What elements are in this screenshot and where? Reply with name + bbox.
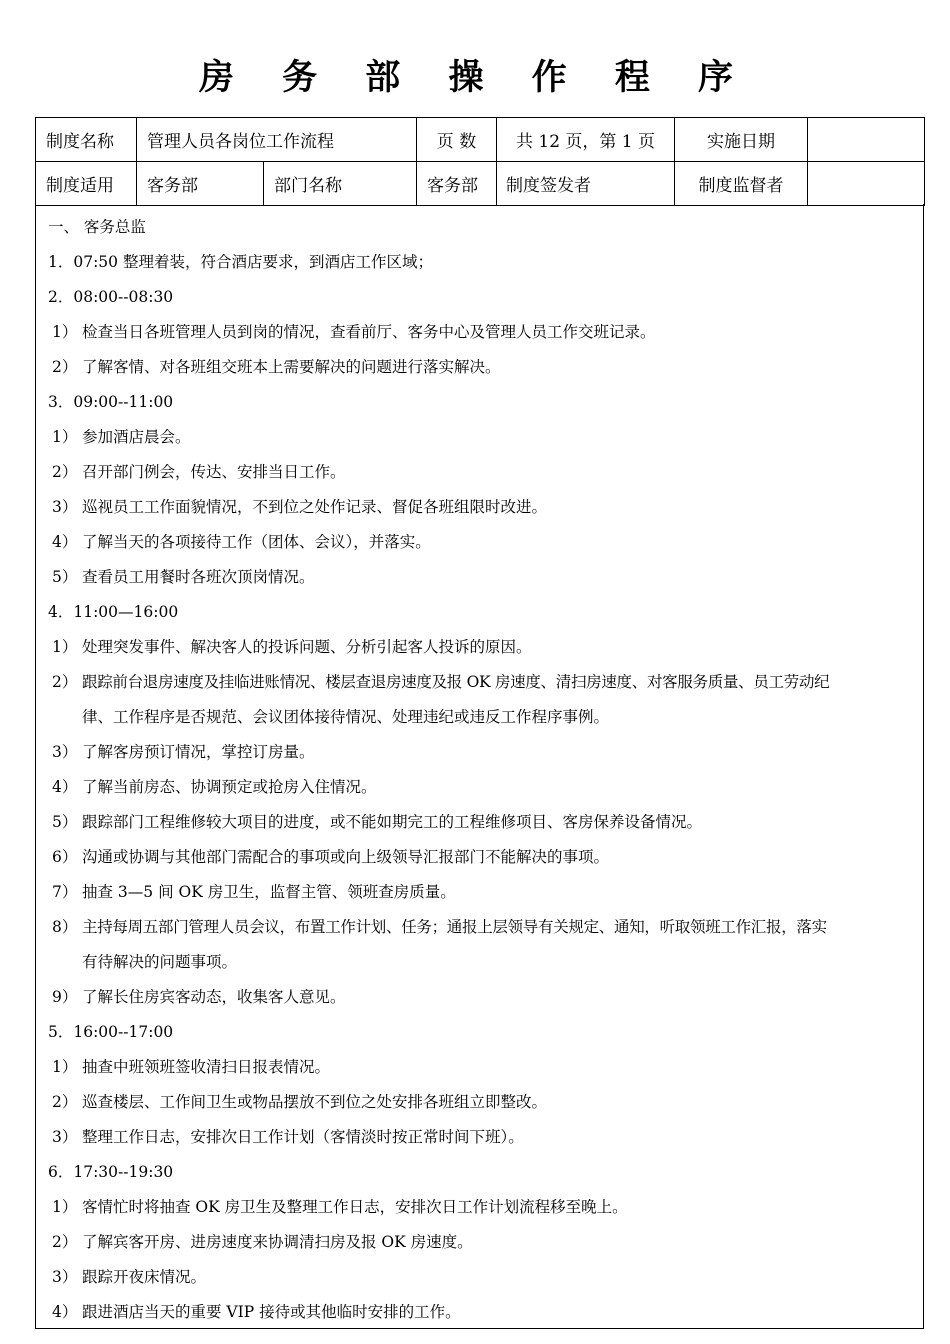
item-text: 了解客情、对各班组交班本上需要解决的问题进行落实解决。 [82,358,501,376]
item-number: 8） [52,918,78,936]
item-text: 巡查楼层、工作间卫生或物品摆放不到位之处安排各班组立即整改。 [82,1093,548,1111]
scope-label: 制度适用 [36,162,137,206]
item-number: 5） [52,568,78,586]
scope-value: 客务部 [137,162,264,206]
item-text: 整理工作日志，安排次日工作计划（客情淡时按正常时间下班）。 [82,1128,524,1146]
pages-label: 页 数 [417,118,497,162]
item-text: 跟踪前台退房速度及挂临进账情况、楼层查退房速度及报 OK 房速度、清扫房速度、对客服务质量、员工劳动纪 [82,673,830,691]
item-number: 2） [52,463,78,481]
item-number: 1） [52,323,78,341]
pages-value: 共 12 页，第 1 页 [497,118,675,162]
item-text: 查看员工用餐时各班次顶岗情况。 [82,568,315,586]
item-text: 了解宾客开房、进房速度来协调清扫房及报 OK 房速度。 [82,1233,473,1251]
item-text: 巡视员工工作面貌情况，不到位之处作记录、督促各班组限时改进。 [82,498,548,516]
item-text: 跟进酒店当天的重要 VIP 接待或其他临时安排的工作。 [82,1303,461,1321]
name-label: 制度名称 [36,118,137,162]
item-text: 跟踪部门工程维修较大项目的进度，或不能如期完工的工程维修项目、客房保养设备情况。 [82,813,703,831]
supervisor-value [808,162,925,206]
item-text-continued: 律、工作程序是否规范、会议团体接待情况、处理违纪或违反工作程序事例。 [82,708,610,726]
step-heading: 5．16:00--17:00 [48,1023,174,1041]
step-heading: 1．07:50 整理着装，符合酒店要求，到酒店工作区域； [48,253,433,271]
item-text: 了解当前房态、协调预定或抢房入住情况。 [82,778,377,796]
item-number: 2） [52,1093,78,1111]
item-text: 了解长住房宾客动态，收集客人意见。 [82,988,346,1006]
item-number: 2） [52,673,78,691]
item-text: 抽查 3—5 间 OK 房卫生，监督主管、领班查房质量。 [82,883,456,901]
item-text: 抽查中班领班签收清扫日报表情况。 [82,1058,331,1076]
item-text: 了解客房预订情况，掌控订房量。 [82,743,315,761]
dept-value: 客务部 [417,162,497,206]
item-number: 7） [52,883,78,901]
item-number: 5） [52,813,78,831]
item-number: 6） [52,848,78,866]
step-heading: 3．09:00--11:00 [48,393,174,411]
header-table [35,117,925,206]
document-title: 房 务 部 操 作 程 序 [198,58,752,98]
issuer-label: 制度签发者 [497,162,675,206]
item-number: 3） [52,743,78,761]
item-text: 主持每周五部门管理人员会议，布置工作计划、任务；通报上层领导有关规定、通知，听取领班工作汇报，落实 [82,918,827,936]
item-text: 沟通或协调与其他部门需配合的事项或向上级领导汇报部门不能解决的事项。 [82,848,610,866]
item-number: 3） [52,498,78,516]
item-number: 1） [52,638,78,656]
item-text: 客情忙时将抽查 OK 房卫生及整理工作日志，安排次日工作计划流程移至晚上。 [82,1198,628,1216]
step-heading: 4．11:00—16:00 [48,603,179,621]
step-heading: 6．17:30--19:30 [48,1163,174,1181]
item-number: 1） [52,1058,78,1076]
content-box [35,204,924,1329]
item-text-continued: 有待解决的问题事项。 [82,953,238,971]
item-text: 跟踪开夜床情况。 [82,1268,207,1286]
dept-label: 部门名称 [264,162,417,206]
item-number: 2） [52,1233,78,1251]
item-number: 4） [52,778,78,796]
item-number: 3） [52,1268,78,1286]
name-value: 管理人员各岗位工作流程 [137,118,417,162]
section-heading: 一、 客务总监 [48,218,146,236]
item-number: 1） [52,428,78,446]
item-number: 1） [52,1198,78,1216]
date-value [808,118,925,162]
item-number: 4） [52,533,78,551]
item-number: 4） [52,1303,78,1321]
date-label: 实施日期 [675,118,808,162]
item-text: 处理突发事件、解决客人的投诉问题、分析引起客人投诉的原因。 [82,638,532,656]
item-number: 2） [52,358,78,376]
step-heading: 2．08:00--08:30 [48,288,174,306]
item-text: 参加酒店晨会。 [82,428,191,446]
supervisor-label: 制度监督者 [675,162,808,206]
item-text: 了解当天的各项接待工作（团体、会议），并落实。 [82,533,431,551]
item-number: 3） [52,1128,78,1146]
item-text: 检查当日各班管理人员到岗的情况，查看前厅、客务中心及管理人员工作交班记录。 [82,323,656,341]
item-text: 召开部门例会，传达、安排当日工作。 [82,463,346,481]
item-number: 9） [52,988,78,1006]
